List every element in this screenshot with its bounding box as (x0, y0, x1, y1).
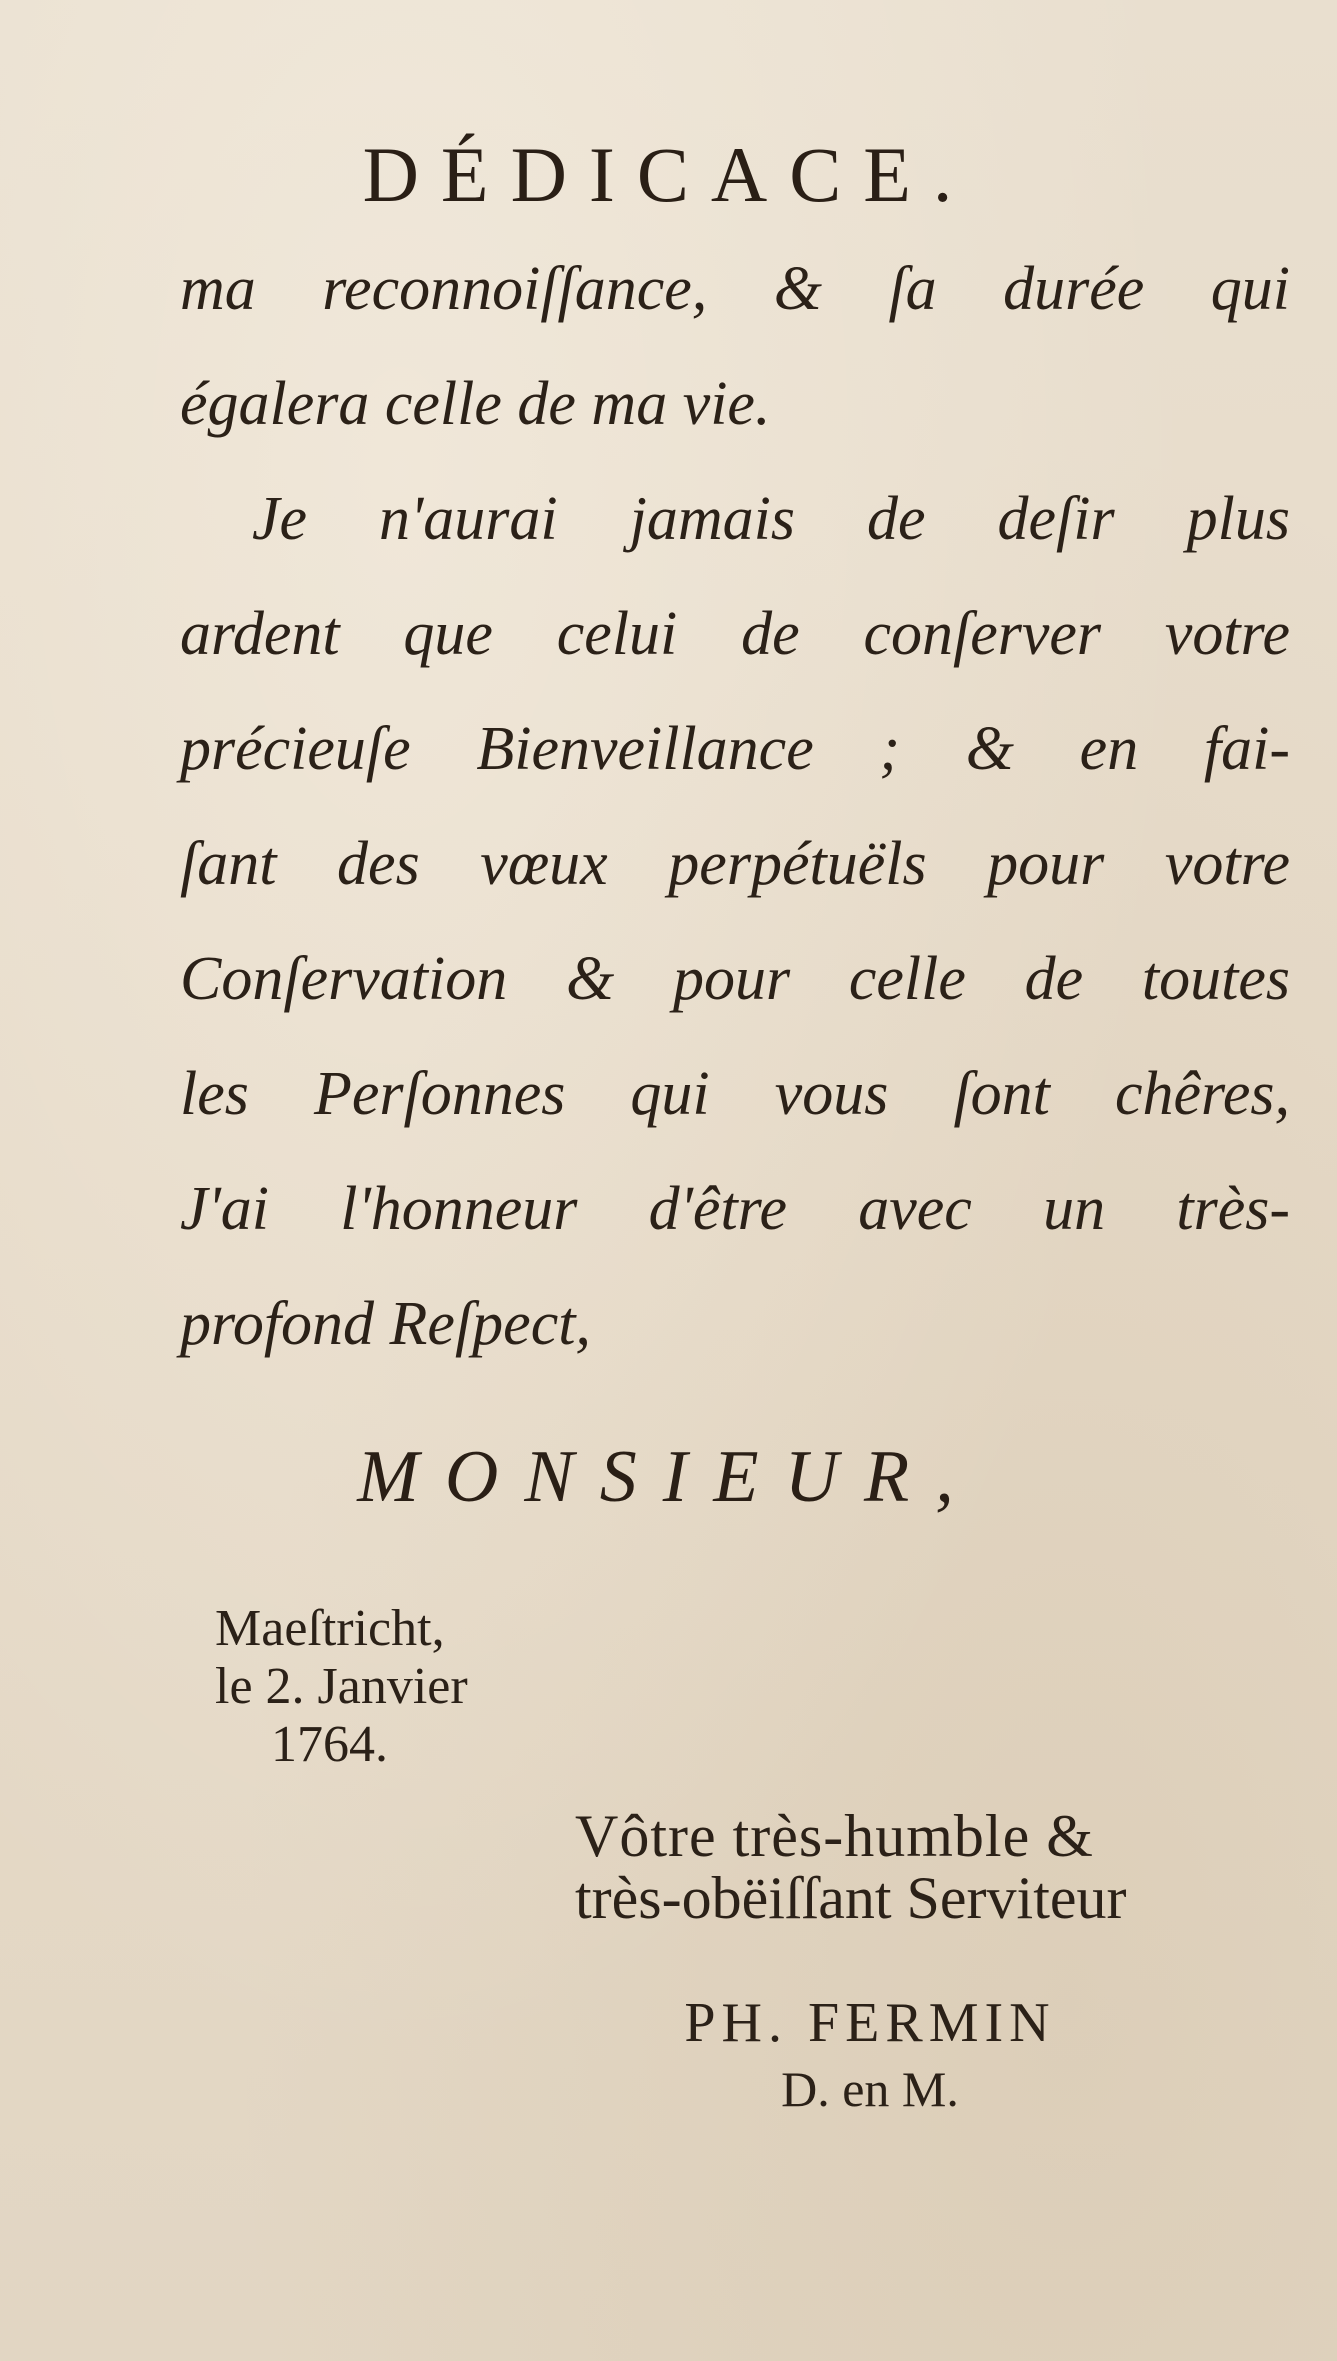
text-line: ſant des vœux perpétuëls pour votre (180, 830, 1290, 898)
text-line: ardent que celui de conſerver votre (180, 600, 1290, 668)
year: 1764. (271, 1716, 388, 1773)
text-line: Conſervation & pour celle de toutes (180, 945, 1290, 1013)
signature-name: PH. FERMIN (684, 1992, 1056, 2054)
text-line: profond Reſpect, (180, 1290, 591, 1358)
signature-degree: D. en M. (781, 2061, 959, 2117)
text-line: Je n'aurai jamais de deſir plus (252, 485, 1290, 553)
closing-line-2: très-obëiſſant Serviteur (575, 1865, 1127, 1931)
closing-line-1: Vôtre très-humble & (575, 1803, 1094, 1869)
dedication-text (180, 232, 1290, 1382)
text-line: égalera celle de ma vie. (180, 370, 771, 438)
text-line: ma reconnoiſſance, & ſa durée qui (180, 255, 1290, 323)
date-line: le 2. Janvier (215, 1658, 468, 1715)
salutation: MONSIEUR, (357, 1436, 980, 1518)
place: Maeſtricht, (215, 1600, 445, 1657)
running-head: DÉDICACE. (362, 131, 975, 218)
closing (575, 1805, 1126, 1929)
text-line: les Perſonnes qui vous ſont chêres, (180, 1060, 1290, 1128)
text-line: précieuſe Bienveillance ; & en fai- (180, 715, 1290, 783)
signature (560, 1990, 1180, 2122)
place-date (215, 1600, 468, 1774)
text-line: J'ai l'honneur d'être avec un très- (180, 1175, 1290, 1243)
